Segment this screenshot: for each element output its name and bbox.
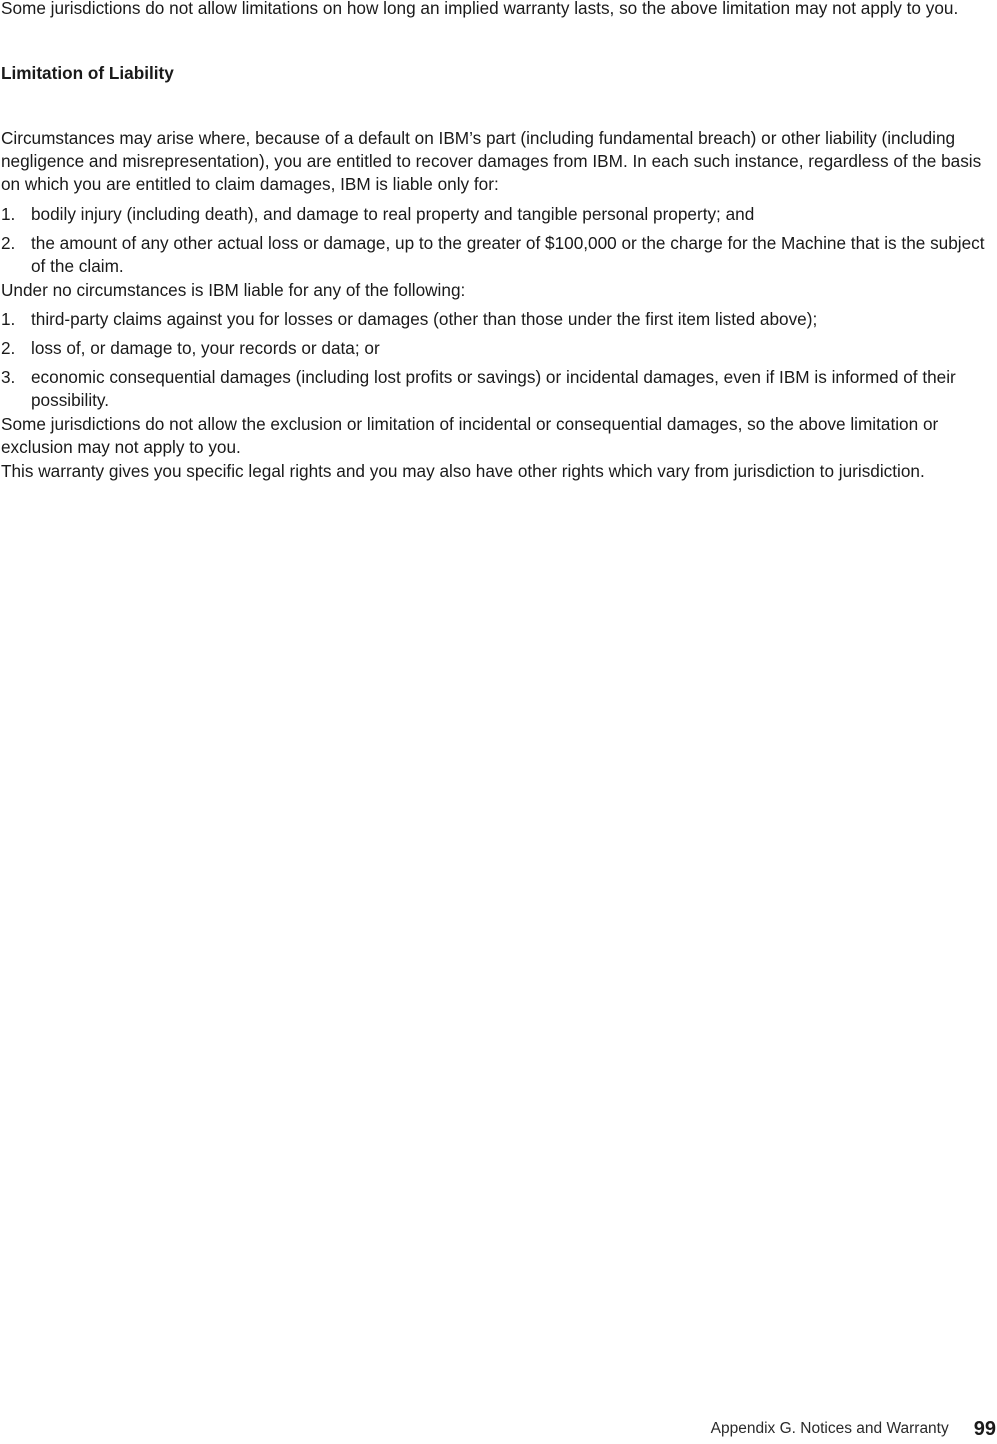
list-item-number: 2.	[1, 233, 16, 253]
list-item-text: bodily injury (including death), and damage to real property and tangible personal property; and	[31, 204, 755, 224]
page-number: 99	[973, 1417, 996, 1440]
list-item-number: 1.	[1, 204, 16, 224]
page-content	[1, 0, 995, 483]
not-liable-list	[1, 308, 995, 412]
page-footer	[711, 1414, 997, 1444]
list-item-number: 3.	[1, 367, 16, 387]
exclusion-note: Some jurisdictions do not allow the exclusion or limitation of incidental or consequential damages, so the above limitation or exclusion may not apply to you.	[1, 414, 939, 457]
list-item	[1, 337, 995, 360]
list-item-text: third-party claims against you for losses or damages (other than those under the first item listed above);	[31, 309, 818, 329]
list-item-text: loss of, or damage to, your records or data; or	[31, 338, 380, 358]
footer-section-label: Appendix G. Notices and Warranty	[710, 1420, 949, 1437]
list-item	[1, 366, 995, 412]
intro-paragraph: Some jurisdictions do not allow limitations on how long an implied warranty lasts, so the above limitation may not apply to you.	[1, 0, 959, 18]
list-item-text: economic consequential damages (including lost profits or savings) or incidental damages, even if IBM is informed of their possibility.	[31, 367, 956, 410]
list-item-number: 1.	[1, 309, 16, 329]
list-item	[1, 203, 995, 226]
section-heading: Limitation of Liability	[1, 63, 174, 83]
list-item	[1, 232, 995, 278]
list-item	[1, 308, 995, 331]
list-item-number: 2.	[1, 338, 16, 358]
liable-list	[1, 203, 995, 278]
rights-note: This warranty gives you specific legal rights and you may also have other rights which vary from jurisdiction to jurisdiction.	[1, 461, 925, 481]
lead-paragraph: Circumstances may arise where, because of a default on IBM’s part (including fundamental breach) or other liability (including negligence and misrepresentation), you are entitled to recover damages from IBM. In each such instance, regardless of the basis on which you are entitled to claim damages, IBM is liable only for:	[1, 128, 982, 194]
no-liability-intro: Under no circumstances is IBM liable for any of the following:	[1, 280, 466, 300]
list-item-text: the amount of any other actual loss or damage, up to the greater of $100,000 or the charge for the Machine that is the subject of the claim.	[31, 233, 985, 276]
